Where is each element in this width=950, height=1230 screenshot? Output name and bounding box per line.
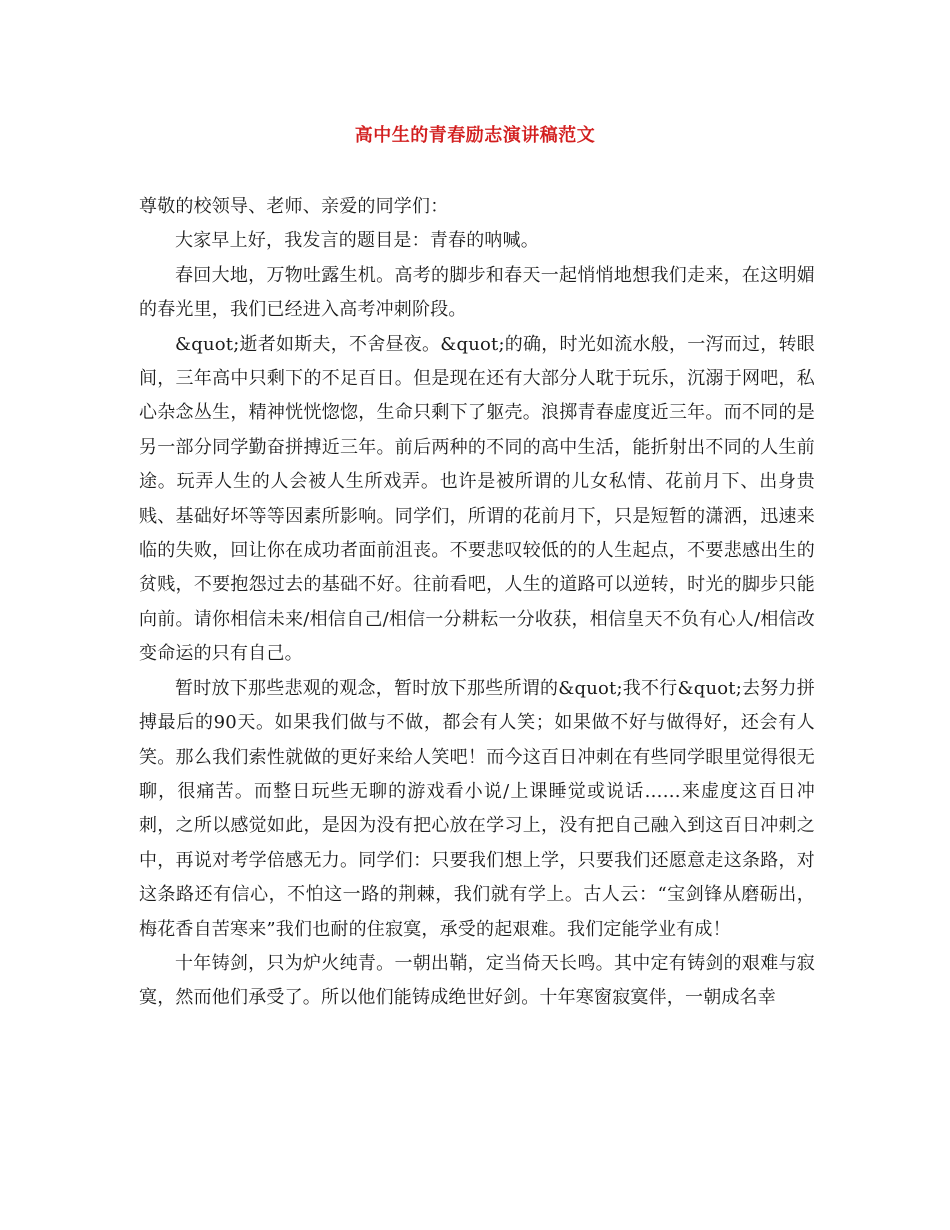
document-body — [139, 190, 815, 1016]
document-title: 高中生的青春励志演讲稿范文 — [354, 125, 596, 146]
paragraph-greeting: 大家早上好，我发言的题目是：青春的呐喊。 — [175, 230, 539, 252]
paragraph-effort: 暂时放下那些悲观的观念，暂时放下那些所谓的&quot;我不行&quot;去努力拼搏最后的90天。如果我们做与不做，都会有人笑；如果做不好与做得好，还会有人笑。那么我们索性就做的更好来给人笑吧！而今这百日冲刺在有些同学眼里觉得很无聊，很痛苦。而整日玩些无聊的游戏看小说/上课睡觉或说话……来虚度这百日冲刺，之所以感觉如此，是因为没有把心放在学习上，没有把自己融入到这百日冲刺之中，再说对考学倍感无力。同学们：只要我们想上学，只要我们还愿意走这条路，对这条路还有信心，不怕这一路的荆棘，我们就有学上。古人云：“宝剑锋从磨砺出，梅花香自苦寒来”我们也耐的住寂寞，承受的起艰难。我们定能学业有成！ — [139, 677, 815, 940]
paragraph-sword: 十年铸剑，只为炉火纯青。一朝出鞘，定当倚天长鸣。其中定有铸剑的艰难与寂寞，然而他们承受了。所以他们能铸成绝世好剑。十年寒窗寂寞伴，一朝成名幸 — [139, 952, 815, 1009]
paragraph-time: &quot;逝者如斯夫，不舍昼夜。&quot;的确，时光如流水般，一泻而过，转眼间，三年高中只剩下的不足百日。但是现在还有大部分人耽于玩乐，沉溺于网吧，私心杂念丛生，精神恍恍惚惚，生命只剩下了躯壳。浪掷青春虚度近三年。而不同的是另一部分同学勤奋拼搏近三年。前后两种的不同的高中生活，能折射出不同的人生前途。玩弄人生的人会被人生所戏弄。也许是被所谓的儿女私情、花前月下、出身贵贱、基础好坏等等因素所影响。同学们，所谓的花前月下，只是短暂的潇洒，迅速来临的失败，回让你在成功者面前沮丧。不要悲叹较低的的人生起点，不要悲感出生的贫贱，不要抱怨过去的基础不好。往前看吧，人生的道路可以逆转，时光的脚步只能向前。请你相信未来/相信自己/相信一分耕耘一分收获，相信皇天不负有心人/相信改变命运的只有自己。 — [139, 333, 815, 665]
paragraph-spring: 春回大地，万物吐露生机。高考的脚步和春天一起悄悄地想我们走来，在这明媚的春光里，我们已经进入高考冲刺阶段。 — [139, 264, 815, 321]
salutation: 尊敬的校领导、老师、亲爱的同学们： — [139, 196, 449, 217]
